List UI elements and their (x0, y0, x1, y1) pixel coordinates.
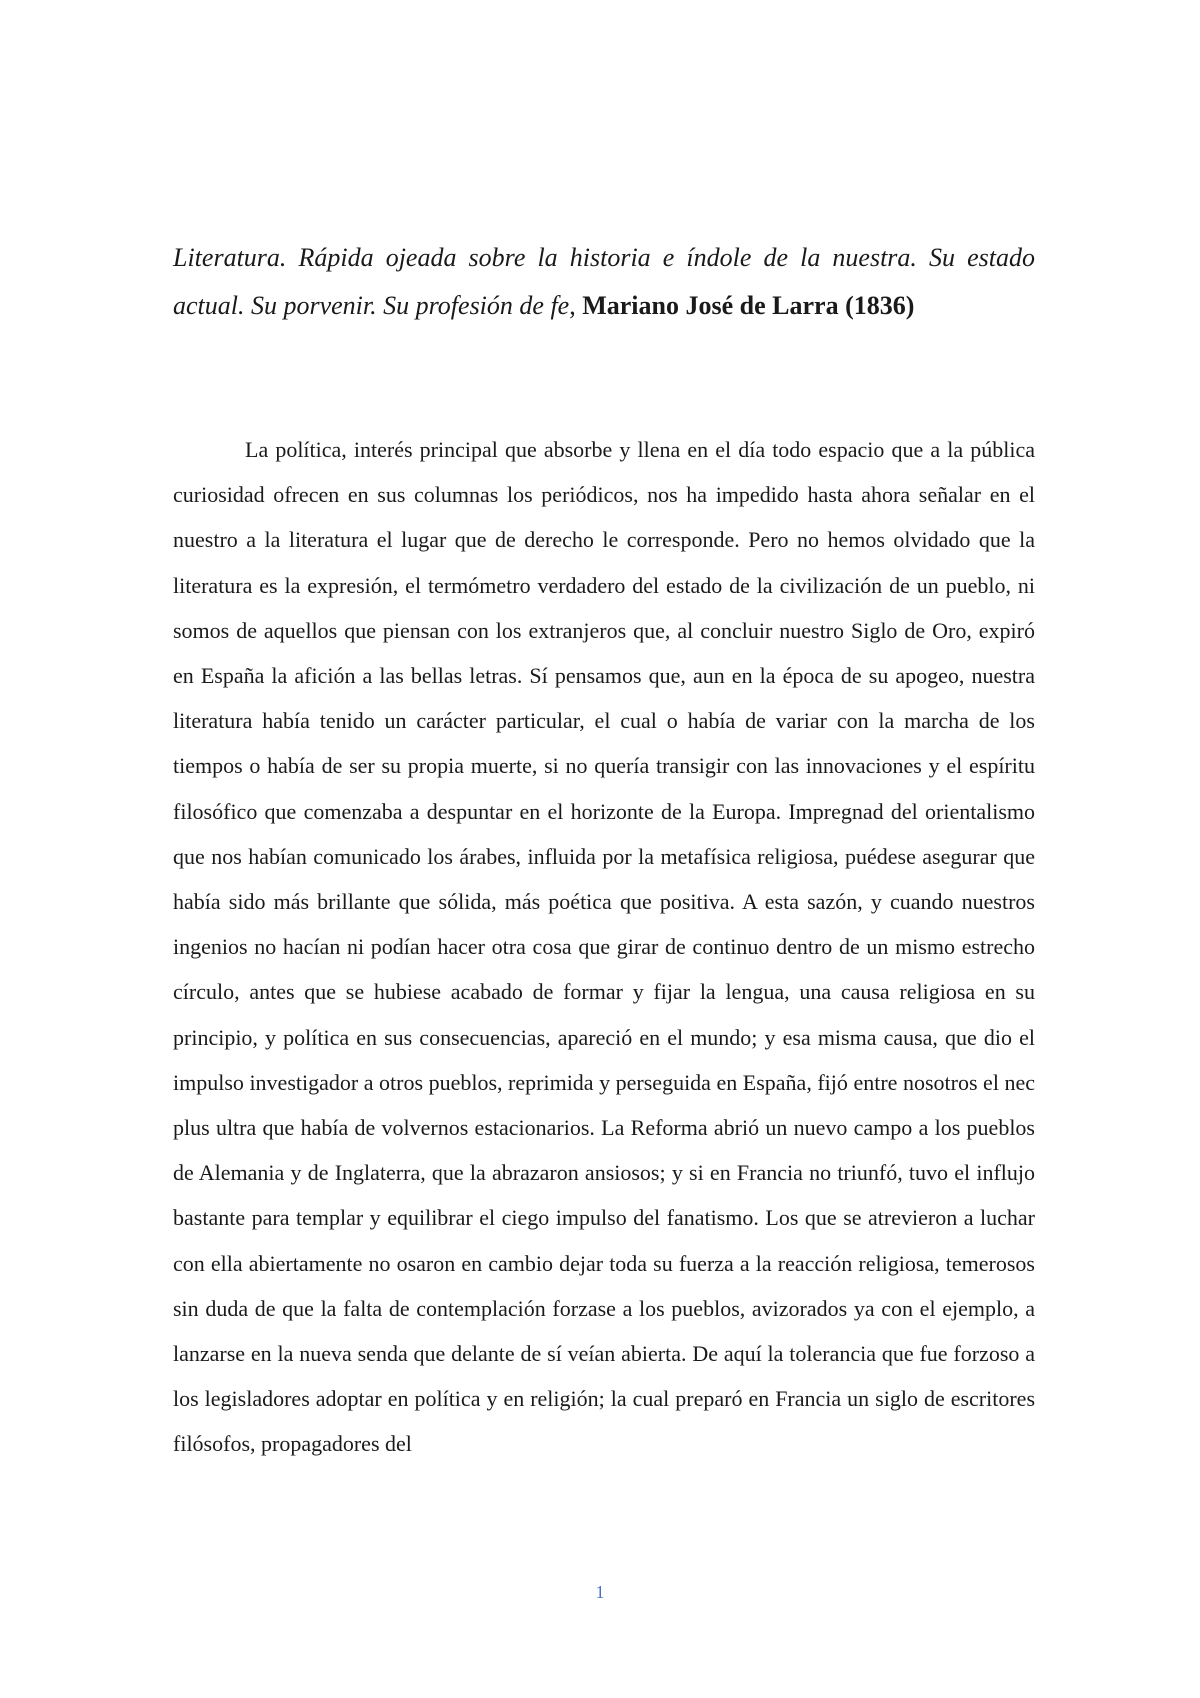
author-and-year: Mariano José de Larra (1836) (582, 291, 915, 320)
heading-separator: , (569, 291, 583, 320)
page-number: 1 (595, 1582, 605, 1602)
document-heading (173, 234, 1035, 330)
body-paragraph: La política, interés principal que absorbe y llena en el día todo espacio que a la pública curiosidad ofrecen en sus columnas los periódicos, nos ha impedido hasta ahora señalar en el nuestro a la literatura el lugar que de derecho le corresponde. Pero no hemos olvidado que la literatura es la expresión, el termómetro verdadero del estado de la civilización de un pueblo, ni somos de aquellos que piensan con los extranjeros que, al concluir nuestro Siglo de Oro, expiró en España la afición a las bellas letras. Sí pensamos que, aun en la época de su apogeo, nuestra literatura había tenido un carácter particular, el cual o había de variar con la marcha de los tiempos o había de ser su propia muerte, si no quería transigir con las innovaciones y el espíritu filosófico que comenzaba a despuntar en el horizonte de la Europa. Impregnad del orientalismo que nos habían comunicado los árabes, influida por la metafísica religiosa, puédese asegurar que había sido más brillante que sólida, más poética que positiva. A esta sazón, y cuando nuestros ingenios no hacían ni podían hacer otra cosa que girar de continuo dentro de un mismo estrecho círculo, antes que se hubiese acabado de formar y fijar la lengua, una causa religiosa en su principio, y política en sus consecuencias, apareció en el mundo; y esa misma causa, que dio el impulso investigador a otros pueblos, reprimida y perseguida en España, fijó entre nosotros el nec plus ultra que había de volvernos estacionarios. La Reforma abrió un nuevo campo a los pueblos de Alemania y de Inglaterra, que la abrazaron ansiosos; y si en Francia no triunfó, tuvo el influjo bastante para templar y equilibrar el ciego impulso del fanatismo. Los que se atrevieron a luchar con ella abiertamente no osaron en cambio dejar toda su fuerza a la reacción religiosa, temerosos sin duda de que la falta de contemplación forzase a los pueblos, avizorados ya con el ejemplo, a lanzarse en la nueva senda que delante de sí veían abierta. De aquí la tolerancia que fue forzoso a los legisladores adoptar en política y en religión; la cual preparó en Francia un siglo de escritores filósofos, propagadores del (173, 437, 1035, 1457)
work-title: Literatura. Rápida ojeada sobre la historia e índole de la nuestra. Su estado actual. Su porvenir. Su profesión de fe (173, 243, 1035, 320)
